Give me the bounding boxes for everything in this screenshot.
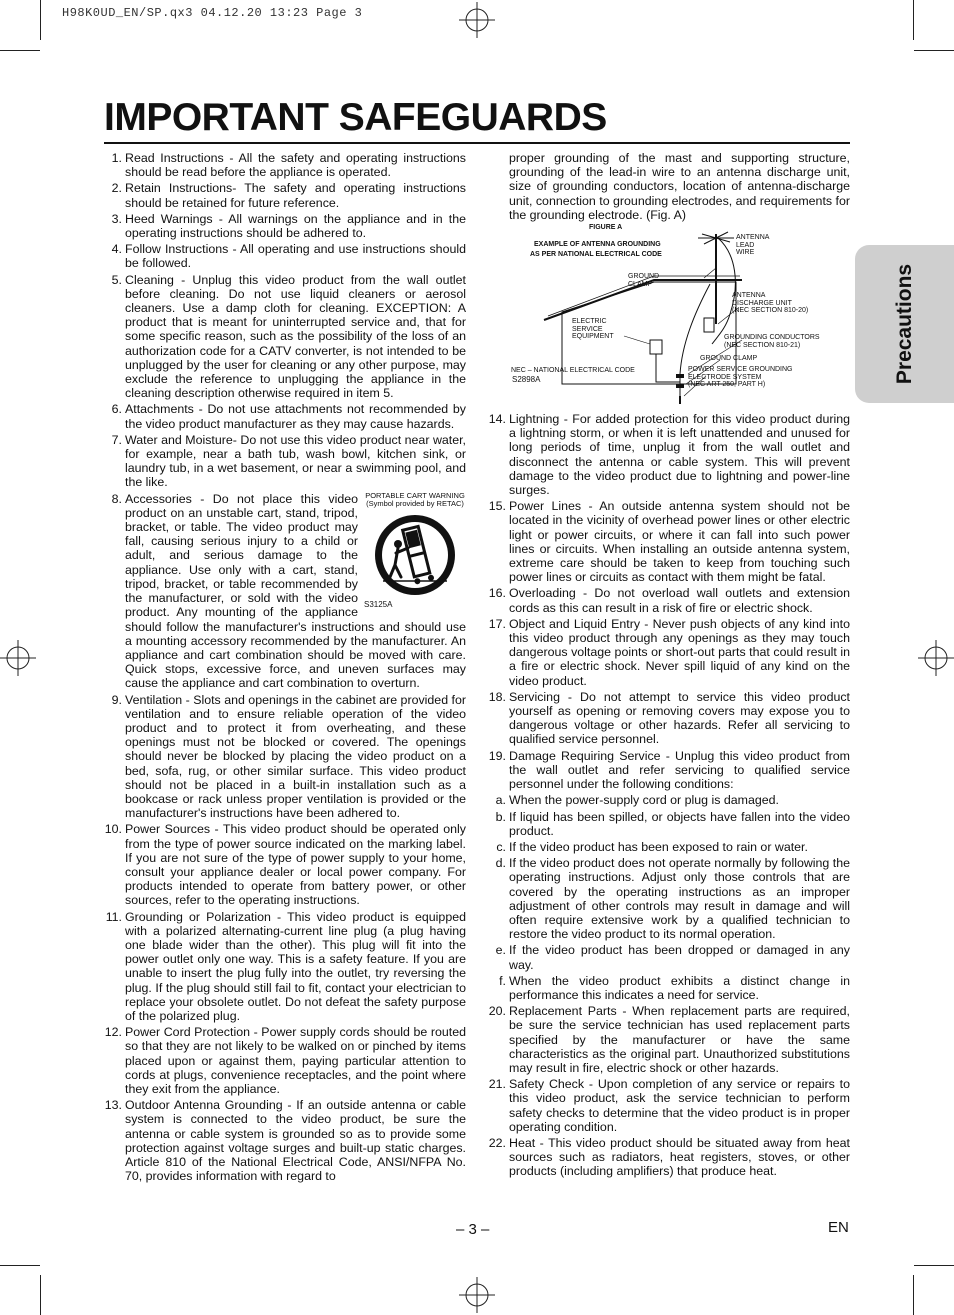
section-tab: [855, 245, 954, 403]
item-number: 11.: [105, 909, 122, 924]
label-antenna-lead-wire: [736, 234, 769, 257]
label-line: WIRE: [736, 249, 755, 257]
label-line: (NEC SECTION 810-20): [732, 307, 809, 315]
safeguard-item: [100, 433, 466, 490]
label-discharge-unit: [732, 292, 808, 315]
item-text: Outdoor Antenna Grounding - If an outside antenna or cable system is connected to the video product, be sure the antenna or cable system is grounded so as to provide some protection against voltage surges and built-up static charges. Article 810 of the National Electrical Code, ANSI/NFPA No. 70, provides information with regard to: [125, 1098, 466, 1184]
safeguard-item: [100, 1025, 466, 1096]
item-number: 18.: [488, 689, 506, 704]
item-text: Overloading - Do not overload wall outlets and extension cords as this can result in a risk of fire or electric shock.: [509, 586, 850, 615]
item-text: Power Cord Protection - Power supply cords should be routed so that they are not likely to be walked on or pinched by items placed upon or against them, paying particular attention to cords at plugs, convenience receptacles, and the point where they exit from the appliance.: [125, 1025, 466, 1096]
item-text: Heed Warnings - All warnings on the appliance and in the operating instructions should be adhered to.: [125, 211, 466, 241]
safeguard-item: [100, 273, 466, 401]
item-number: 19.: [488, 748, 506, 763]
item-number: 6.: [111, 402, 122, 417]
item-text: Lightning - For added protection for this video product during a lightning storm, or when it is left unattended and unused for long periods of time, unplug it from the wall outlet and disconnect the antenna or cable system. This will prevent damage to the video product due to lightning and power-line surges.: [509, 412, 850, 498]
registration-mark-icon: [918, 640, 954, 676]
label-line: SERVICE: [572, 325, 603, 333]
figure-antenna-grounding: [504, 224, 844, 406]
item-text: Replacement Parts - When replacement parts are required, be sure the service technician has used replacement parts specified by the manufacturer or have the same characteristics as the original part. Unauthorized substitutions may result in fire, electric shock or other hazards.: [509, 1004, 850, 1075]
label-nec-note: NEC – NATIONAL ELECTRICAL CODE: [511, 367, 635, 375]
item-text: Water and Moisture- Do not use this video product near water, for example, near a bath tub, wash bowl, kitchen sink, or laundry tub, in a wet basement, or near a swimming pool, and the like.: [125, 432, 466, 490]
item-number: 1.: [111, 151, 122, 165]
condition-text: If the video product has been dropped or damaged in any way.: [509, 943, 850, 972]
label-ground-clamp-top: [628, 273, 659, 288]
item-text: Grounding or Polarization - This video product is equipped with a polarized alternating-current line plug (a plug having one blade wider than the other). This plug will fit into the power outlet only one way. This is a safety feature. If you are unable to insert the plug fully into the outlet, try reversing the plug. If the plug should still fail to fit, contact your electrician to replace your obsolete outlet. Do not defeat the safety purpose of the polarized plug.: [125, 909, 466, 1023]
label-line: POWER SERVICE GROUNDING: [688, 366, 793, 374]
label-line: (NEC SECTION 810-21): [724, 341, 801, 349]
registration-mark-icon: [0, 640, 36, 676]
label-electric-service: [572, 318, 614, 341]
label-ground-clamp-bottom: GROUND CLAMP: [700, 355, 758, 363]
safeguard-item: [100, 151, 466, 179]
safeguard-item: [484, 586, 850, 614]
language-code: EN: [828, 1219, 849, 1236]
page-title: IMPORTANT SAFEGUARDS: [104, 96, 607, 139]
condition-text: If liquid has been spilled, or objects have fallen into the video product.: [509, 809, 850, 838]
service-conditions-list: [484, 793, 850, 1002]
page-number: – 3 –: [456, 1221, 490, 1238]
condition-item: [484, 810, 850, 838]
label-line: (NEC ART 250, PART H): [688, 381, 766, 389]
label-electrode-system: [688, 366, 793, 389]
label-line: EQUIPMENT: [572, 333, 614, 341]
figure-label: FIGURE A: [589, 224, 623, 232]
item-number: 2.: [111, 181, 122, 196]
condition-item: [484, 793, 850, 807]
condition-letter: e.: [495, 943, 506, 958]
crop-mark: [0, 50, 40, 51]
label-line: CLAMP: [628, 280, 653, 288]
item-text: Read Instructions - All the safety and operating instructions should be read before the appliance is operated.: [125, 151, 466, 180]
item-number: 15.: [488, 499, 506, 514]
condition-letter: d.: [495, 856, 506, 871]
item-text: Attachments - Do not use attachments not recommended by the video product manufacturer as they may cause hazards.: [125, 402, 466, 431]
label-line: GROUNDING CONDUCTORS: [724, 334, 820, 342]
crop-mark: [913, 1275, 914, 1315]
crop-mark: [40, 0, 41, 40]
item-text: Follow Instructions - All operating and use instructions should be followed.: [125, 242, 466, 271]
item-text: Servicing - Do not attempt to service this video product yourself as opening or removing covers may expose you to dangerous voltage or other hazards. Refer all servicing to qualified service personnel.: [509, 689, 850, 747]
label-line: ANTENNA: [736, 234, 770, 242]
condition-text: If the video product does not operate normally by following the operating instructions. Adjust only those controls that are covered by the operating instructions as an improper adjustment of other controls may result in damage and will often require extensive work by a qualified technician to restore the video product to its normal operation.: [509, 856, 850, 942]
safeguard-item: [100, 402, 466, 430]
item-number: 3.: [111, 211, 122, 226]
label-line: DISCHARGE UNIT: [732, 299, 792, 307]
item-13-continued: proper grounding of the mast and supporting structure, grounding of the lead-in wire to an antenna discharge unit, size of grounding conductors, location of antenna-discharge unit, connection to grounding electrodes, and requirements for the grounding electrode. (Fig. A): [509, 151, 850, 222]
figure-title-line-2: AS PER NATIONAL ELECTRICAL CODE: [530, 251, 662, 259]
condition-letter: a.: [495, 793, 506, 808]
figure-code: S2898A: [512, 375, 541, 385]
label-line: LEAD: [736, 241, 755, 249]
safeguard-item: [100, 181, 466, 209]
title-underline: [104, 142, 850, 144]
item-number: 21.: [488, 1077, 506, 1092]
section-tab-label: Precautions: [892, 263, 916, 385]
label-line: ANTENNA: [732, 292, 766, 300]
label-line: ELECTRIC: [572, 318, 607, 326]
item-number: 17.: [488, 616, 506, 631]
item-text: Heat - This video product should be situated away from heat sources such as radiators, heat registers, stoves, or other products (including amplifiers) that produce heat.: [509, 1135, 850, 1179]
item-number: 9.: [111, 692, 122, 707]
registration-mark-icon: [459, 1277, 495, 1313]
condition-item: [484, 856, 850, 941]
item-number: 14.: [488, 412, 506, 427]
safeguard-item: [100, 910, 466, 1024]
condition-text: If the video product has been exposed to rain or water.: [509, 839, 808, 854]
item-number: 10.: [104, 822, 122, 837]
item-number: 16.: [488, 586, 506, 601]
safeguard-item-accessories: [100, 492, 466, 691]
item-text: Accessories - Do not place this video product on an unstable cart, stand, tripod, bracket, or table. The video product may fall, causing serious injury to a child or adult, and serious damage to the appliance. Use only with a cart, stand, tripod, bracket, or table recommended by the manufacturer, or sold with the video product. Any mounting of the appliance should follow the manufacturer's instructions and should use a mounting accessory recommended by the manufacturer. An appliance and cart combination should be moved with care. Quick stops, excessive force, and uneven surfaces may cause the appliance and cart combination to overturn.: [125, 491, 466, 691]
safeguard-item: [484, 1136, 850, 1179]
right-column: [484, 151, 850, 1181]
item-text: Power Sources - This video product should be operated only from the type of power source indicated on the marking label. If you are not sure of the type of power supply to your home, consult your appliance dealer or local power company. For products intended to operate from battery power, or other sources, refer to the operating instructions.: [125, 822, 466, 908]
safeguard-item: [484, 690, 850, 747]
item-text: Damage Requiring Service - Unplug this video product from the wall outlet and refer servicing to qualified service personnel under the following conditions:: [509, 748, 850, 792]
print-header: H98K0UD_EN/SP.qx3 04.12.20 13:23 Page 3: [62, 6, 363, 20]
condition-letter: b.: [495, 809, 506, 824]
item-number: 20.: [488, 1004, 506, 1019]
item-text: Ventilation - Slots and openings in the cabinet are provided for ventilation and to ensure reliable operation of the video product and to protect it from overheating, and these openings must not be blocked or covered. The openings should never be blocked by placing the video product on a bed, sofa, rug, or other similar surface. This video product should not be placed in a built-in installation such as a bookcase or rack unless proper ventilation is provided or the manufacturer's instructions have been adhered to.: [125, 692, 466, 821]
safeguard-list-right: [484, 412, 850, 791]
safeguard-item: [100, 242, 466, 270]
registration-mark-icon: [459, 2, 495, 38]
safeguard-item: [484, 1077, 850, 1134]
safeguard-item: [484, 412, 850, 497]
item-number: 5.: [111, 272, 122, 287]
safeguard-list-continued: [100, 693, 466, 1184]
portable-cart-warning: [364, 492, 466, 612]
condition-item: [484, 943, 850, 971]
item-text: Retain Instructions- The safety and operating instructions should be retained for future reference.: [125, 181, 466, 210]
figure-title-line-1: EXAMPLE OF ANTENNA GROUNDING: [534, 241, 661, 249]
label-line: ELECTRODE SYSTEM: [688, 373, 762, 381]
safeguard-item: [484, 617, 850, 688]
safeguard-item: [484, 1004, 850, 1075]
condition-letter: f.: [499, 973, 506, 988]
crop-mark: [40, 1275, 41, 1315]
cart-tipping-icon: [365, 511, 465, 601]
crop-mark: [0, 1265, 40, 1266]
item-text: Cleaning - Unplug this video product from the wall outlet before cleaning. Do not use liquid cleaners or aerosol cleaners. Use a damp cloth for cleaning. EXCEPTION: A product that is meant for uninterrupted service and, that for some specific reason, such as the possibility of the loss of an authorization code for a CATV converter, is not intended to be unplugged by the user for cleaning or any other purpose, may exclude the reference to unplugging the appliance in the cleaning description otherwise required in item 5.: [125, 272, 466, 401]
label-line: GROUND: [628, 273, 660, 281]
item-number: 8.: [111, 491, 122, 506]
safeguard-item: [484, 499, 850, 584]
crop-mark: [913, 0, 914, 40]
safeguard-item: [484, 749, 850, 792]
cart-warning-source: (Symbol provided by RETAC): [366, 499, 464, 509]
safeguard-item: [100, 822, 466, 907]
safeguard-item: [100, 1098, 466, 1183]
safeguard-item: [100, 212, 466, 240]
item-number: 7.: [111, 432, 122, 447]
item-number: 4.: [111, 242, 122, 257]
safeguard-list-right-continued: [484, 1004, 850, 1178]
item-number: 13.: [104, 1098, 122, 1113]
left-column: [100, 151, 466, 1185]
item-text: Safety Check - Upon completion of any service or repairs to this video product, ask the service technician to perform safety checks to determine that the video product is in proper operating condition.: [509, 1077, 850, 1134]
crop-mark: [914, 50, 954, 51]
condition-item: [484, 974, 850, 1002]
item-number: 12.: [104, 1025, 122, 1040]
item-number: 22.: [488, 1135, 506, 1150]
condition-text: When the video product exhibits a distinct change in performance this indicates a need for service.: [509, 973, 850, 1002]
safeguard-item: [100, 693, 466, 821]
safeguard-list: [100, 151, 466, 490]
label-grounding-conductors: [724, 334, 820, 349]
cart-symbol-code: S3125A: [364, 599, 393, 609]
item-text: Object and Liquid Entry - Never push objects of any kind into this video product through any openings as they may touch dangerous voltage points or short-out parts that could result in a fire or electric shock. Never spill liquid of any kind on the video product.: [509, 616, 850, 688]
condition-item: [484, 840, 850, 854]
item-text: Power Lines - An outside antenna system should not be located in the vicinity of overhead power lines or other electric light or power circuits, or where it can fall into such power lines or circuits. When installing an outside antenna system, extreme care should be taken to keep from touching such power lines or circuits as contact with them might be fatal.: [509, 499, 850, 585]
cart-warning-caption: PORTABLE CART WARNING: [365, 490, 465, 500]
condition-letter: c.: [496, 839, 506, 854]
crop-mark: [914, 1265, 954, 1266]
condition-text: When the power-supply cord or plug is damaged.: [509, 793, 779, 808]
